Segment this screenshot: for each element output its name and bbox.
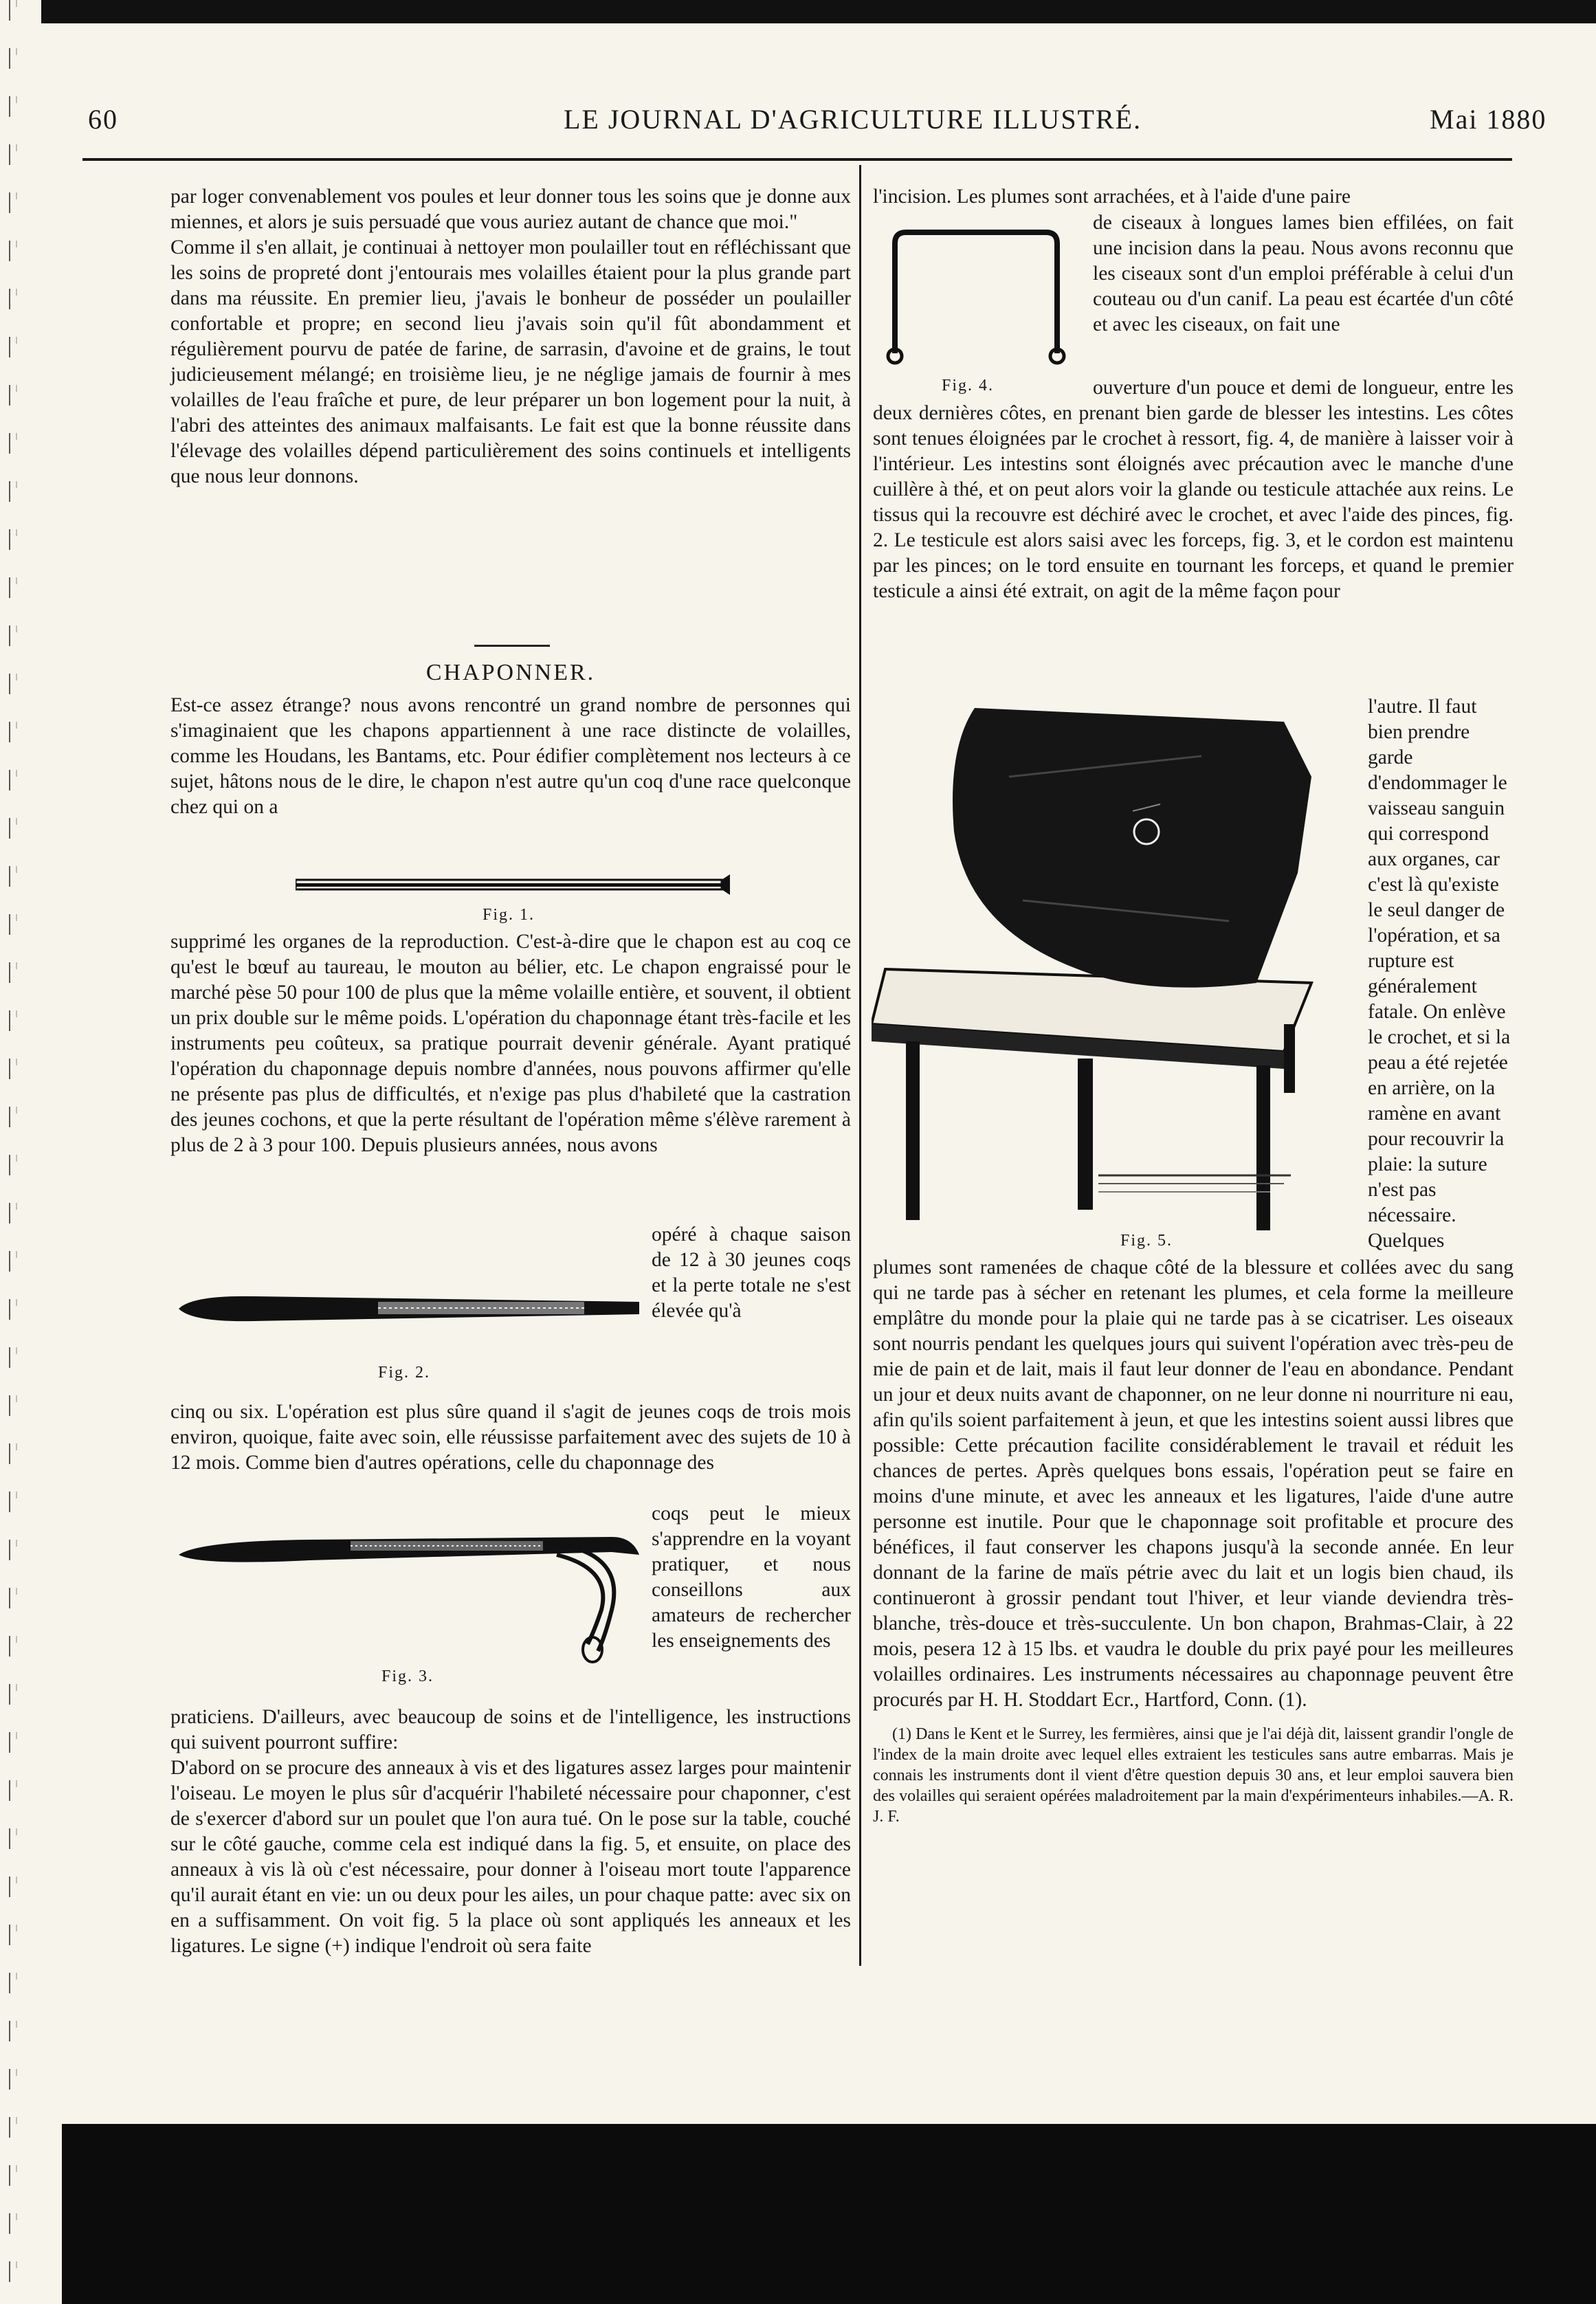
left-text-intro (170, 693, 851, 820)
paragraph: ouverture d'un pouce et demi de longueur, entre les deux dernières côtes, en prenant bien garde de blesser les intestins. Les côtes sont tenues éloignées par le crochet à ressort, fig. 4, de manière à laisser voir à l'intérieur. Les intestins sont éloignés avec précaution avec le manche d'une cuillère à thé, et on peut alors voir la glande ou testicule attachée aux reins. Le tissus qui la recouvre est déchiré avec le crochet, et avec l'aide des pinces, fig. 2. Le testicule est alors saisi avec les forceps, fig. 3, et le cordon est maintenu par les pinces; on le tord ensuite en tournant les forceps, et quand le premier testicule a ainsi été extrait, on agit de la même façon pour (873, 377, 1514, 602)
figure-4-hook (874, 216, 1080, 367)
right-text-beside-fig5 (1368, 694, 1514, 1254)
page-header (0, 103, 1596, 144)
left-text-beside-fig3 (652, 1501, 851, 1654)
paragraph: praticiens. D'ailleurs, avec beaucoup de soins et de l'intelligence, les instructions qui suivent pourront suffire: (170, 1706, 851, 1753)
right-text-lower (873, 1255, 1514, 1827)
issue-date: Mai 1880 (1430, 104, 1547, 135)
paragraph: Comme il s'en allait, je continuai à nettoyer mon poulailler tout en réfléchissant que les soins de propreté dont j'entourais mes volailles étaient pour la plus grande part dans ma réussite. En premier lieu, j'avais le bonheur de posséder un poulailler confortable et propre; en second lieu j'avais soin qu'il fût abondamment et régulièrement pourvu de patée de farine, de sarrasin, d'avoine et de grains, le tout judicieusement mélangé; en troisième lieu, je ne néglige jamais de fournir à mes volailles de l'eau fraîche et pure, de leur préparer un bon logement pour la nuit, à l'abri des atteintes des animaux malfaisants. Le fait est que la bonne réussite dans l'élevage des volailles dépend particulièrement des soins continuels et intelligents que nous leur donnons. (170, 236, 851, 487)
figure-5-caption: Fig. 5. (1120, 1232, 1173, 1250)
figure-4-caption: Fig. 4. (942, 377, 995, 395)
figure-1-caption: Fig. 1. (483, 906, 535, 924)
paragraph: cinq ou six. L'opération est plus sûre quand il s'agit de jeunes coqs de trois mois environ, quoique, faite avec soin, elle réussisse parfaitement avec des sujets de 10 à 12 mois. Comme bien d'autres opérations, celle du chaponnage des (170, 1401, 851, 1474)
paragraph: Est-ce assez étrange? nous avons rencontré un grand nombre de personnes qui s'imaginaient que les chapons appartiennent à une race distincte de volailles, comme les Houdans, les Bantams, etc. Pour édifier complètement nos lecteurs à ce sujet, hâtons nous de le dire, le chapon n'est autre qu'un coq d'une race quelconque chez qui on a (170, 694, 851, 818)
page-number: 60 (88, 104, 118, 135)
scan-bottom-bar (62, 2124, 1596, 2304)
section-rule (474, 645, 550, 647)
figure-3-forceps (172, 1527, 646, 1665)
figure-2-caption: Fig. 2. (378, 1364, 431, 1382)
footnote: (1) Dans le Kent et le Surrey, les fermières, ainsi que je l'ai déjà dit, laissent grandir l'ongle de l'index de la main droite avec lequel elles extraient les testicules sans autre embarras. Mais je connais les instruments dont il vient d'être question depuis 30 ans, et leur emploi sauvera bien des volailles qui seraient opérées maladroitement par la main d'expérimenteurs inhabiles.—A. R. J. F. (873, 1725, 1514, 1826)
column-divider (859, 165, 861, 1966)
paragraph: supprimé les organes de la reproduction. C'est-à-dire que le chapon est au coq ce qu'est le bœuf au taureau, le mouton au bélier, etc. Le chapon engraissé pour le marché pèse 50 pour 100 de plus que la même volaille entière, et souvent, il obtient un prix double sur le même poids. L'opération du chaponnage étant très-facile et les instruments peu coûteux, sa pratique pourrait devenir générale. Ayant pratiqué l'opération du chaponnage depuis nombre d'années, nous pouvons affirmer qu'elle ne présente pas plus de difficultés, et n'exige pas plus d'habileté que la castration des jeunes cochons, et que la perte résultant de l'opération même s'élève rarement à plus de 2 à 3 pour 100. Depuis plusieurs années, nous avons (170, 931, 851, 1156)
paragraph: par loger convenablement vos poules et leur donner tous les soins que je donne aux miennes, et alors je suis persuadé que vous auriez autant de chance que moi." (170, 186, 851, 233)
right-text-top-line (873, 184, 1514, 210)
paragraph: plumes sont ramenées de chaque côté de la blessure et collées avec du sang qui ne tarde pas à sécher en retenant les plumes, et cela forme la meilleure emplâtre du monde pour la plaie qui ne tarde pas à se cicatriser. Les oiseaux sont nourris pendant les quelques jours qui suivent l'opération avec très-peu de mie de pain et de lait, mais il faut leur donner de l'eau en abondance. Pendant un jour et deux nuits avant de chaponner, on ne leur donne ni nourriture ni eau, afin qu'ils soient parfaitement à jeun, et que les intestins soient aussi libres que possible: Cette précaution facilite considérablement le travail et réduit les chances de pertes. Après quelques bons essais, l'opération peut se faire en moins d'une minute, et avec les anneaux et les ligatures, l'aide d'une autre personne est inutile. Pour que le chaponnage soit profitable et procure des bénéfices, il faut conserver les chapons jusqu'à la seconde année. En leur donnant de la farine de maïs pétrie avec du lait et un logis bien chaud, ils continueront à grossir pendant tout l'hiver, et leur viande deviendra très-blanche, très-douce et très-succulente. Un bon chapon, Brahmas-Clair, à 22 mois, pesera 12 à 15 lbs. et vaudra le double du prix payé pour les meilleures volailles ordinaires. Les instruments nécessaires au chaponnage peuvent être procurés par H. H. Stoddart Ecr., Hartford, Conn. (1). (873, 1256, 1514, 1711)
paragraph: coqs peut le mieux s'apprendre en la voyant pratiquer, et nous conseillons aux amateurs de rechercher les enseignements des (652, 1503, 851, 1652)
paragraph: de ciseaux à longues lames bien effilées, on fait une incision dans la peau. Nous avons reconnu que les ciseaux sont d'un emploi préférable à celui d'un couteau ou d'un canif. La peau est écartée d'un côté et avec les ciseaux, on fait une (1093, 212, 1514, 335)
right-text-after-fig4 (873, 375, 1514, 604)
scan-top-bar (41, 0, 1596, 23)
right-text-beside-fig4 (1093, 210, 1514, 337)
left-text-middle (170, 929, 851, 1158)
left-text-bottom (170, 1705, 851, 1959)
scan-left-edge (0, 0, 27, 2304)
figure-5-table-with-bird (872, 694, 1353, 1230)
left-text-top (170, 184, 851, 489)
left-text-lower (170, 1399, 851, 1476)
section-heading: CHAPONNER. (425, 660, 596, 685)
figure-1-instrument (296, 872, 735, 899)
journal-title: LE JOURNAL D'AGRICULTURE ILLUSTRÉ. (564, 104, 1142, 135)
paragraph: l'incision. Les plumes sont arrachées, et à l'aide d'une paire (873, 186, 1351, 208)
paragraph: D'abord on se procure des anneaux à vis et des ligatures assez larges pour maintenir l'oiseau. Le moyen le plus sûr d'acquérir l'habileté nécessaire pour chaponner, c'est de s'exercer d'abord sur un poulet que l'on aura tué. On le pose sur la table, couché sur le côté gauche, comme cela est indiqué dans la fig. 5, et ensuite, on place des anneaux à vis là où c'est nécessaire, pour donner à l'oiseau mort toute l'apparence qu'il aurait étant en vie: un ou deux pour les ailes, un pour chaque patte: avec six on en a suffisamment. On voit fig. 5 la place où sont appliqués les anneaux et les ligatures. Le signe (+) indique l'endroit où sera faite (170, 1757, 851, 1957)
paragraph: l'autre. Il faut bien prendre garde d'endommager le vaisseau sanguin qui correspond aux organes, car c'est là qu'existe le seul danger de l'opération, et sa rupture est généralement fatale. On enlève le crochet, et si la peau a été rejetée en arrière, on la ramène en avant pour recouvrir la plaie: la suture n'est pas nécessaire. Quelques (1368, 696, 1511, 1252)
paragraph: opéré à chaque saison de 12 à 30 jeunes coqs et la perte totale ne s'est élevée qu'à (652, 1223, 851, 1322)
figure-2-pincers (172, 1281, 646, 1343)
left-text-beside-fig2 (652, 1222, 851, 1324)
figure-3-caption: Fig. 3. (381, 1668, 434, 1685)
header-rule (82, 158, 1512, 161)
